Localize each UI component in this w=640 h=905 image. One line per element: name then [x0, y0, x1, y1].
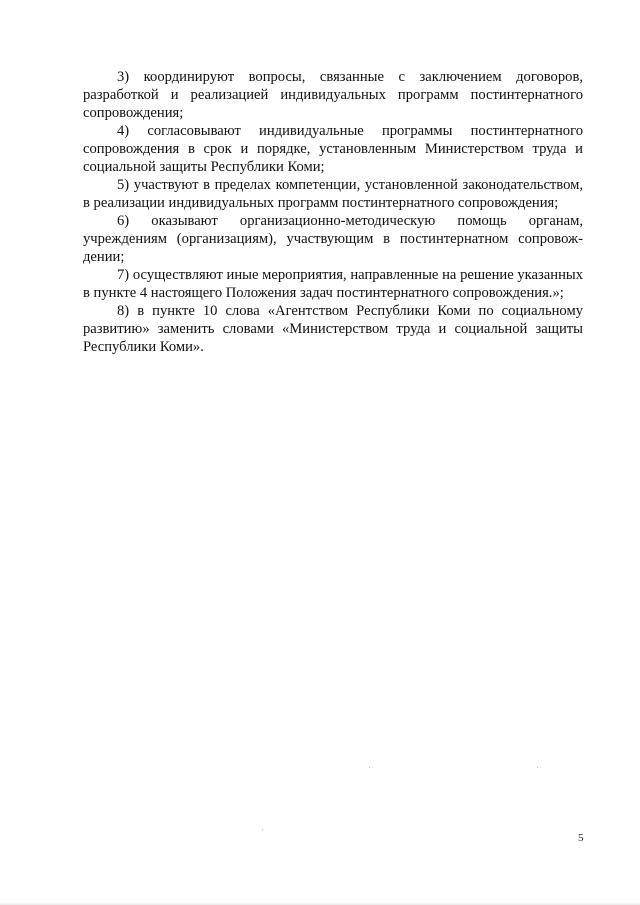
- page-number: 5: [578, 832, 584, 844]
- paragraph-item-6: 6) оказывают организационно-методическую помощь органам, учреждениям (организациям), участвующим в постинтернатном сопровождении;: [83, 213, 583, 265]
- scan-speck: [369, 767, 370, 768]
- scan-speck: [262, 829, 263, 830]
- paragraph-item-4: 4) согласовывают индивидуальные программы постинтернатного сопровождения в срок и порядке, установленным Министерством труда и социальной защиты Республики Коми;: [83, 123, 583, 175]
- paragraph-item-3: 3) координируют вопросы, связанные с заключением договоров, разработкой и реализацией индивидуальных программ постинтернатного сопровождения;: [83, 69, 583, 121]
- scan-speck: [537, 767, 538, 768]
- document-body: [83, 68, 583, 356]
- paragraph-item-7: 7) осуществляют иные мероприятия, направленные на решение указанных в пункте 4 настоящего Положения задач постинтернатного сопровождения.»;: [83, 267, 583, 301]
- paragraph-item-8: 8) в пункте 10 слова «Агентством Республики Коми по социальному развитию» заменить словами «Министерством труда и социальной защиты Республики Коми».: [83, 303, 583, 355]
- paragraph-item-5: 5) участвуют в пределах компетенции, установленной законодательством, в реализации индивидуальных программ постинтернатного сопровождения;: [83, 177, 583, 211]
